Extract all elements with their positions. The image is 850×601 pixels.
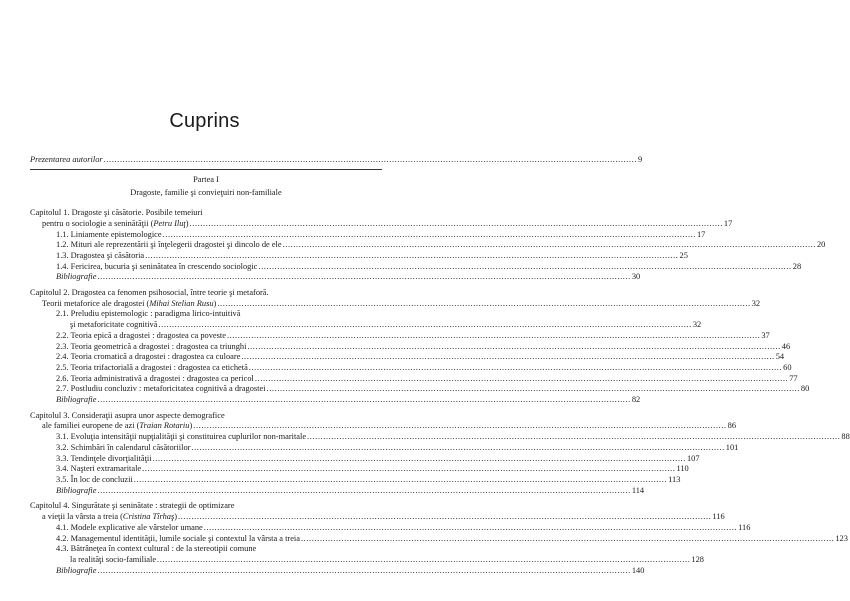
toc-entry[interactable] [30,320,702,331]
part-title: Dragoste, familie şi convieţuiri non-familiale [130,188,282,198]
chapter-heading-line[interactable] [30,218,733,230]
dot-leader [247,342,780,353]
toc-entry[interactable] [30,554,704,566]
chapter-heading-line[interactable] [30,421,736,432]
dot-leader [249,363,782,374]
toc-entry-title: 3.4. Naşteri extramaritale [56,464,142,474]
chapter-heading-line[interactable]: Capitolul 4. Singurătate şi seninătate : strategii de optimizare [30,501,235,511]
chapter-heading-text: ) [174,512,177,522]
toc-entry[interactable] [30,373,798,385]
toc-entry-page: 32 [692,320,702,330]
toc-entry-bibliography[interactable] [30,485,645,497]
toc-entry-title: 2.3. Teoria geometrică a dragostei : dragostea ca triunghi [56,341,247,351]
dot-leader [190,219,723,230]
toc-entry-title: la realităţi socio-familiale [70,554,157,564]
toc-entry-title: 3.5. În loc de concluzii [56,474,133,484]
toc-entry-title: 2.6. Teoria administrativă a dragostei : dragostea ca pericol [56,373,254,383]
toc-entry-title: 3.2. Schimbări în calendarul căsătoriilor [56,442,191,452]
toc-entry[interactable] [30,330,770,342]
toc-entry[interactable] [30,522,751,534]
toc-entry-title: 4.1. Modele explicative ale vârstelor umane [56,522,203,532]
toc-entry[interactable] [30,362,792,374]
toc-entry-page: 25 [679,250,688,260]
toc-entry-page: 113 [668,474,681,484]
toc-entry-page: 123 [835,533,848,543]
dot-leader [163,230,696,241]
toc-entry-page: 140 [631,565,645,575]
toc-entry-title: 1.1. Liniamente epistemologice [56,229,162,239]
toc-entry-bibliography[interactable] [30,565,645,577]
toc-entry-title: 4.2. Managementul identităţii, lumile sociale şi contextul la vârsta a treia [56,533,300,543]
toc-entry-title: Bibliografie [56,395,97,405]
dot-leader [142,464,675,475]
toc-entry-title: 1.4. Fericirea, bucuria şi seninătatea în crescendo sociologic [56,261,258,271]
chapter-2 [30,288,810,406]
toc-entry[interactable] [30,250,688,262]
toc-entry-page: 60 [783,362,792,372]
chapter-heading-line[interactable] [30,512,725,523]
dot-leader [301,534,834,545]
dot-leader [241,352,774,363]
toc-entry-page: 86 [727,421,736,431]
toc-entry-page: 17 [723,218,733,228]
toc-entry-page: 30 [631,272,641,282]
dot-leader [204,523,737,534]
toc-entry[interactable] [30,240,826,251]
chapter-4 [30,501,848,576]
toc-entry-page: 80 [800,384,810,394]
toc-entry-title: Bibliografie [56,485,97,495]
dot-leader [97,566,630,577]
page-title: Cuprins [169,110,240,132]
dot-leader [158,320,691,331]
toc-entry-page: 46 [781,341,791,351]
chapter-heading-text: ale familiei europene de azi ( [42,421,140,431]
chapter-heading-text: ) [189,421,193,431]
dot-leader [283,240,816,251]
toc-entry-title: şi metaforicitate cognitivă [70,320,158,330]
toc-entry[interactable] [30,352,785,363]
toc-entry-page: 77 [789,373,798,383]
toc-entry-page: 28 [792,261,802,271]
dot-leader [217,299,750,310]
toc-entry-page: 114 [631,485,645,495]
chapter-heading-text: Teorii metaforice ale dragostei ( [42,298,150,308]
dot-leader [258,262,791,273]
dot-leader [307,432,840,443]
dot-leader [157,555,690,566]
dot-leader [191,443,724,454]
chapter-author: Traian Rotariu [139,421,190,431]
toc-entry-title: Bibliografie [56,272,97,282]
toc-entry-page: 9 [638,155,643,164]
toc-entry-page: 82 [631,395,641,405]
toc-entry-title: 3.1. Evoluţia intensităţii nupţialităţii şi constituirea cuplurilor non-maritale [56,432,307,442]
chapter-heading-text: a vieţii la vârsta a treia ( [42,512,123,522]
chapter-heading-line[interactable]: Capitolul 3. Consideraţii asupra unor aspecte demografice [30,410,225,420]
toc-entry-title: 2.5. Teoria trifactorială a dragostei : dragostea ca etichetă [56,362,248,372]
toc-entry-page: 37 [761,330,770,340]
divider [30,169,382,170]
toc-entry-intro[interactable] [30,155,643,166]
toc-entry-page: 20 [816,240,826,250]
toc-entry[interactable] [30,474,681,486]
toc-entry-page: 107 [686,453,700,463]
chapter-3 [30,410,850,497]
toc-entry[interactable] [30,432,850,443]
toc-entry-page: 88 [841,432,850,442]
part-label: Partea I [193,174,219,184]
chapter-author: Mihai Stelian Rusu [149,298,214,308]
toc-entry-page: 101 [725,442,739,452]
dot-leader [267,384,800,395]
toc-entry-page: 110 [676,464,689,474]
dot-leader [134,475,667,486]
dot-leader [255,374,788,385]
dot-leader [97,395,630,406]
toc-entry[interactable] [30,464,689,475]
chapter-heading-line[interactable] [30,298,761,310]
chapter-heading-line[interactable]: Capitolul 2. Dragostea ca fenomen psihosocial, între teorie şi metaforă. [30,288,269,298]
chapter-heading-line[interactable]: Capitolul 1. Dragoste şi căsătorie. Posibile temeiuri [30,208,203,218]
dot-leader [97,272,630,283]
dot-leader [153,454,686,465]
toc-entry[interactable] [30,533,848,545]
toc-entry-page: 54 [775,352,785,362]
chapter-1 [30,208,826,283]
toc-entry-bibliography[interactable] [30,272,641,283]
toc-entry[interactable] [30,261,802,273]
toc-entry[interactable] [30,341,791,353]
dot-leader [227,331,760,342]
toc-entry-page: 17 [696,229,706,239]
dot-leader [145,251,678,262]
toc-entry-page: 128 [691,554,704,564]
toc-entry[interactable] [30,229,706,241]
toc-entry-page: 32 [751,298,761,308]
dot-leader [193,421,726,432]
toc-entry-bibliography[interactable] [30,395,641,406]
toc-entry-page: 116 [738,522,751,532]
toc-entry-line[interactable]: 4.3. Bătrâneţea în context cultural : de la stereotipii comune [56,544,257,554]
dot-leader [97,486,630,497]
toc-entry-title: Bibliografie [56,565,97,575]
toc-entry[interactable] [30,442,739,454]
toc-entry[interactable] [30,384,810,395]
dot-leader [104,155,637,166]
toc-entry[interactable] [30,453,700,465]
table-of-contents [30,155,850,576]
chapter-heading-text: ) [213,298,217,308]
chapter-heading-text: ) [185,218,189,228]
toc-entry-title: 2.4. Teoria cromatică a dragostei : dragostea ca culoare [56,352,241,362]
chapter-author: Cristina Tîrhaş [122,512,175,522]
toc-entry-line[interactable]: 2.1. Preludiu epistemologic : paradigma lirico-intuitivă [56,309,241,319]
dot-leader [178,512,711,523]
toc-entry-page: 116 [712,512,725,522]
toc-entry-title: 1.2. Mituri ale reprezentării şi înţelegerii dragostei şi dincolo de ele [56,240,282,250]
toc-entry-title: 2.2. Teoria epică a dragostei : dragostea ca poveste [56,330,226,340]
toc-entry-title: 1.3. Dragostea şi căsătoria [56,250,145,260]
toc-entry-title: Prezentarea autorilor [30,155,103,164]
chapter-author: Petru Iluţ [153,218,186,228]
toc-entry-title: 3.3. Tendinţele divorţialităţii [56,453,152,463]
toc-entry-title: 2.7. Postludiu concluziv : metaforicitatea cognitivă a dragostei [56,384,266,394]
chapter-heading-text: pentru o sociologie a seninătăţii ( [42,218,154,228]
